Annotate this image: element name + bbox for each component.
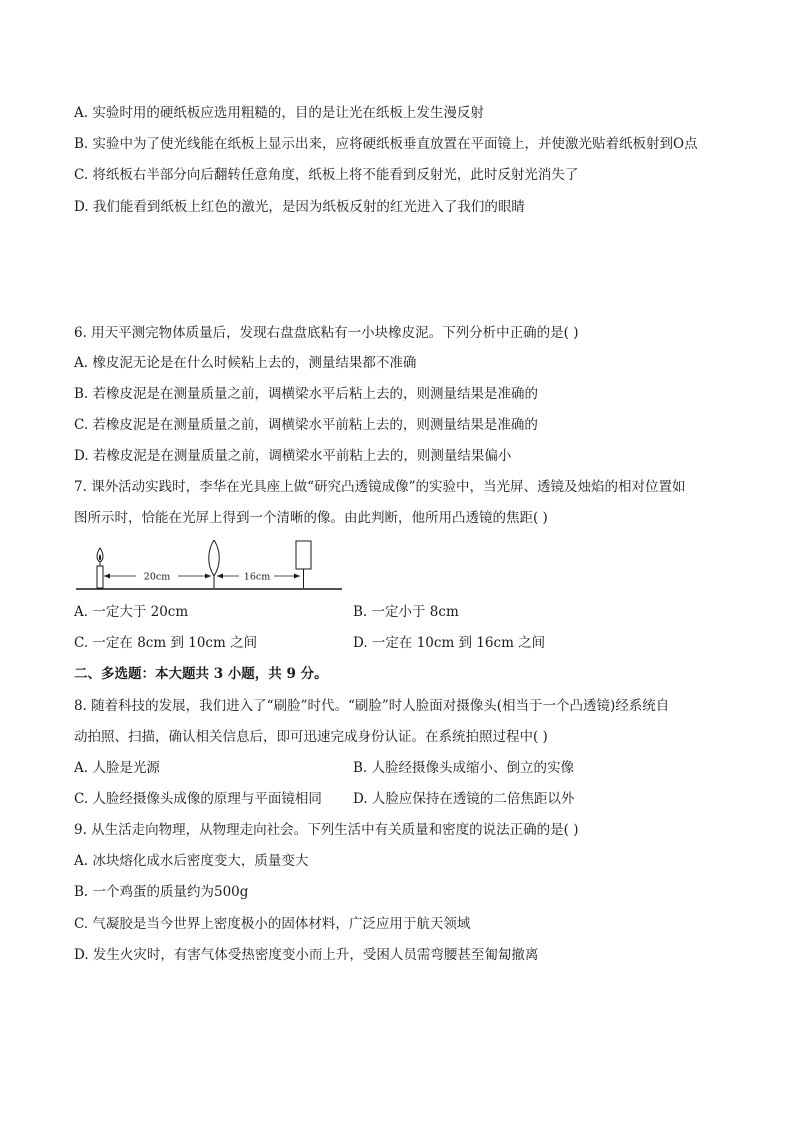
q5-option-b: B. 实验中为了使光线能在纸板上显示出来，应将硬纸板垂直放置在平面镜上，并使激光贴着纸板射到O点	[74, 136, 698, 152]
dimension-label-1: 20cm	[143, 571, 171, 583]
q9-option-c: C. 气凝胶是当今世界上密度极小的固体材料，广泛应用于航天领域	[74, 916, 471, 932]
dimension-label-2: 16cm	[243, 571, 271, 583]
q8-stem-line1: 8. 随着科技的发展，我们进入了“刷脸”时代。“刷脸”时人脸面对摄像头(相当于一个凸透镜)经系统自	[74, 698, 670, 714]
q8-option-b: B. 人脸经摄像头成缩小、倒立的实像	[353, 760, 575, 776]
q5-option-a: A. 实验时用的硬纸板应选用粗糙的，目的是让光在纸板上发生漫反射	[74, 105, 484, 121]
q9-option-a: A. 冰块熔化成水后密度变大，质量变大	[74, 853, 309, 869]
q5-option-d: D. 我们能看到纸板上红色的激光，是因为纸板反射的红光进入了我们的眼睛	[74, 199, 525, 215]
convex-lens-icon	[209, 540, 220, 588]
q7-option-b: B. 一定小于 8cm	[353, 604, 459, 620]
light-screen-icon	[296, 541, 311, 588]
q9-option-d: D. 发生火灾时，有害气体受热密度变小而上升，受困人员需弯腰甚至匍匐撤离	[74, 947, 539, 963]
q6-option-a: A. 橡皮泥无论是在什么时候粘上去的，测量结果都不准确	[74, 355, 417, 371]
q9-stem: 9. 从生活走向物理，从物理走向社会。下列生活中有关质量和密度的说法正确的是( )	[74, 822, 579, 838]
optical-bench-diagram	[74, 540, 344, 596]
q7-option-a: A. 一定大于 20cm	[74, 604, 189, 620]
q6-option-c: C. 若橡皮泥是在测量质量之前，调横梁水平前粘上去的，则测量结果是准确的	[74, 417, 538, 433]
q5-option-c: C. 将纸板右半部分向后翻转任意角度，纸板上将不能看到反射光，此时反射光消失了	[74, 167, 579, 183]
q7-option-d: D. 一定在 10cm 到 16cm 之间	[353, 635, 546, 651]
candle-icon	[97, 548, 103, 588]
q7-stem-line2: 图所示时，恰能在光屏上得到一个清晰的像。由此判断，他所用凸透镜的焦距( )	[74, 510, 548, 526]
q6-option-d: D. 若橡皮泥是在测量质量之前，调横梁水平前粘上去的，则测量结果偏小	[74, 448, 512, 464]
q9-option-b: B. 一个鸡蛋的质量约为500g	[74, 884, 249, 900]
q8-option-a: A. 人脸是光源	[74, 760, 160, 776]
section-title-multiple-choice: 二、多选题：本大题共 3 小题，共 9 分。	[74, 666, 328, 682]
q8-stem-line2: 动拍照、扫描，确认相关信息后，即可迅速完成身份认证。在系统拍照过程中( )	[74, 729, 548, 745]
q6-option-b: B. 若橡皮泥是在测量质量之前，调横梁水平后粘上去的，则测量结果是准确的	[74, 386, 539, 402]
q8-option-d: D. 人脸应保持在透镜的二倍焦距以外	[353, 791, 575, 807]
q7-option-c: C. 一定在 8cm 到 10cm 之间	[74, 635, 258, 651]
q7-stem-line1: 7. 课外活动实践时，李华在光具座上做“研究凸透镜成像”的实验中，当光屏、透镜及烛焰的相对位置如	[74, 479, 686, 495]
q8-option-c: C. 人脸经摄像头成像的原理与平面镜相同	[74, 791, 322, 807]
q6-stem: 6. 用天平测完物体质量后，发现右盘盘底粘有一小块橡皮泥。下列分析中正确的是( )	[74, 325, 579, 341]
